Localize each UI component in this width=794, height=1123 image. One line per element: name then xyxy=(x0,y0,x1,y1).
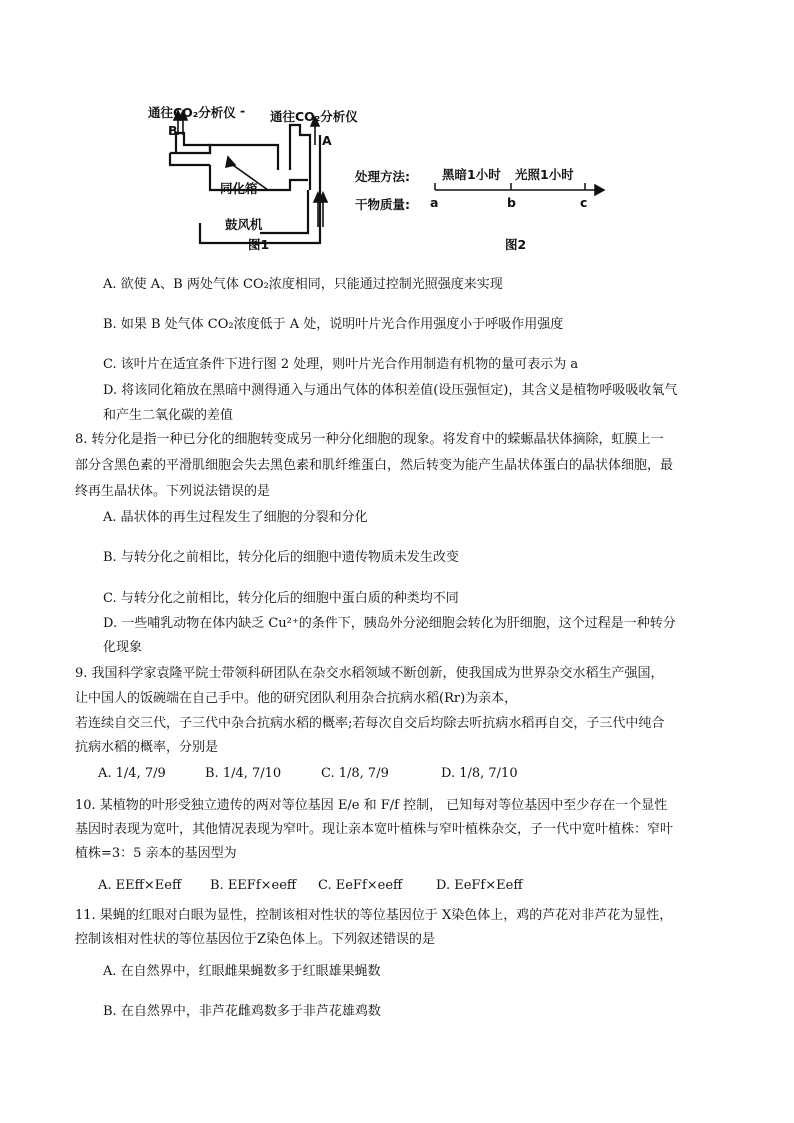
light-label: 光照1小时 xyxy=(515,167,574,182)
q8-stem-line3: 终再生晶状体。下列说法错误的是 xyxy=(75,484,271,499)
figure-area xyxy=(140,95,620,260)
q8-option-b: B. 与转分化之前相比，转分化后的细胞中遗传物质未发生改变 xyxy=(103,550,459,565)
method-label: 处理方法: xyxy=(355,169,410,184)
point-c: c xyxy=(580,195,588,210)
q9-stem-line3: 若连续自交三代，子三代中杂合抗病水稻的概率;若每次自交后均除去听抗病水稻再自交，子三代中纯合 xyxy=(75,716,665,731)
q11-stem-line1: 11. 果蝇的红眼对白眼为显性，控制该相对性状的等位基因位于 X染色体上，鸡的芦花对非芦花为显性， xyxy=(75,908,673,923)
q7-option-a: A. 欲使 A、B 两处气体 CO₂浓度相同，只能通过控制光照强度来实现 xyxy=(103,277,503,292)
mass-label: 干物质量: xyxy=(355,197,410,212)
time-axis xyxy=(435,183,604,195)
q7-option-b: B. 如果 B 处气体 CO₂浓度低于 A 处，说明叶片光合作用强度小于呼吸作用强度 xyxy=(103,317,564,332)
q10-stem-line2: 基因时表现为宽叶，其他情况表现为窄叶。现让亲本宽叶植株与窄叶植株杂交，子一代中宽叶植株：窄叶 xyxy=(75,822,674,837)
q8-option-d: D. 一些哺乳动物在体内缺乏 Cu²⁺的条件下，胰岛外分泌细胞会转化为肝细胞，这个过程是一种转分 xyxy=(103,616,676,631)
co2-analyzer-label-left: 通往CO₂分析仪 xyxy=(148,105,236,120)
label-a: A xyxy=(322,133,332,148)
q10-option-c: C. EeFf×eeff xyxy=(318,878,403,893)
point-b: b xyxy=(507,195,516,210)
q9-option-a: A. 1/4, 7/9 xyxy=(98,766,166,781)
q10-option-b: B. EEFf×eeff xyxy=(210,878,297,893)
q8-stem-line2: 部分含黑色素的平滑肌细胞会失去黑色素和肌纤维蛋白，然后转变为能产生晶状体蛋白的晶状体细胞，最 xyxy=(75,458,674,473)
q8-option-d-cont: 化现象 xyxy=(103,640,143,655)
flow-arrows xyxy=(174,111,327,227)
q10-stem-line3: 植株=3：5 亲本的基因型为 xyxy=(75,846,237,861)
q9-stem-line4: 抗病水稻的概率，分别是 xyxy=(75,740,219,755)
figure1-caption: 图1 xyxy=(248,237,270,252)
q7-option-c: C. 该叶片在适宜条件下进行图 2 处理，则叶片光合作用制造有机物的量可表示为 a xyxy=(103,357,579,372)
q9-option-b: B. 1/4, 7/10 xyxy=(205,766,282,781)
q10-option-d: D. EeFf×Eeff xyxy=(436,878,523,893)
figure2-caption: 图2 xyxy=(505,237,527,252)
q8-option-c: C. 与转分化之前相比，转分化后的细胞中蛋白质的种类均不同 xyxy=(103,591,459,606)
q9-stem-line1: 9. 我国科学家袁隆平院士带领科研团队在杂交水稻领域不断创新，使我国成为世界杂交水稻生产强国， xyxy=(75,666,664,681)
q11-option-b: B. 在自然界中，非芦花雌鸡数多于非芦花雄鸡数 xyxy=(103,1004,381,1019)
q10-stem-line1: 10. 某植物的叶形受独立遗传的两对等位基因 E/e 和 F/f 控制， 已知每对等位基因中至少存在一个显性 xyxy=(75,798,668,813)
dark-label: 黑暗1小时 xyxy=(442,167,501,182)
q8-stem-line1: 8. 转分化是指一种已分化的细胞转变成另一种分化细胞的现象。将发育中的蝾螈晶状体摘除，虹膜上一 xyxy=(75,432,664,447)
q7-option-d: D. 将该同化箱放在黑暗中测得通入与通出气体的体积差值(设压强恒定)，其含义是植物呼吸吸收氧气 xyxy=(103,383,678,398)
q10-option-a: A. EEff×Eeff xyxy=(98,878,182,893)
assimilation-box-label: 同化箱 xyxy=(220,181,258,196)
q11-stem-line2: 控制该相对性状的等位基因位于Z染色体上。下列叙述错误的是 xyxy=(75,932,436,947)
point-a: a xyxy=(430,195,439,210)
q9-option-c: C. 1/8, 7/9 xyxy=(321,766,389,781)
q8-option-a: A. 晶状体的再生过程发生了细胞的分裂和分化 xyxy=(103,510,368,525)
q9-option-d: D. 1/8, 7/10 xyxy=(441,766,518,781)
dash-mark: - xyxy=(240,103,246,118)
q7-option-d-cont: 和产生二氧化碳的差值 xyxy=(103,408,234,423)
q9-stem-line2: 让中国人的饭碗端在自己手中。他的研究团队利用杂合抗病水稻(Rr)为亲本， xyxy=(75,691,518,706)
q11-option-a: A. 在自然界中，红眼雌果蝇数多于红眼雄果蝇数 xyxy=(103,964,381,979)
label-b: B xyxy=(168,123,178,138)
co2-analyzer-label-right: 通往CO₂分析仪 xyxy=(270,109,358,124)
fan-label: 鼓风机 xyxy=(225,217,263,232)
